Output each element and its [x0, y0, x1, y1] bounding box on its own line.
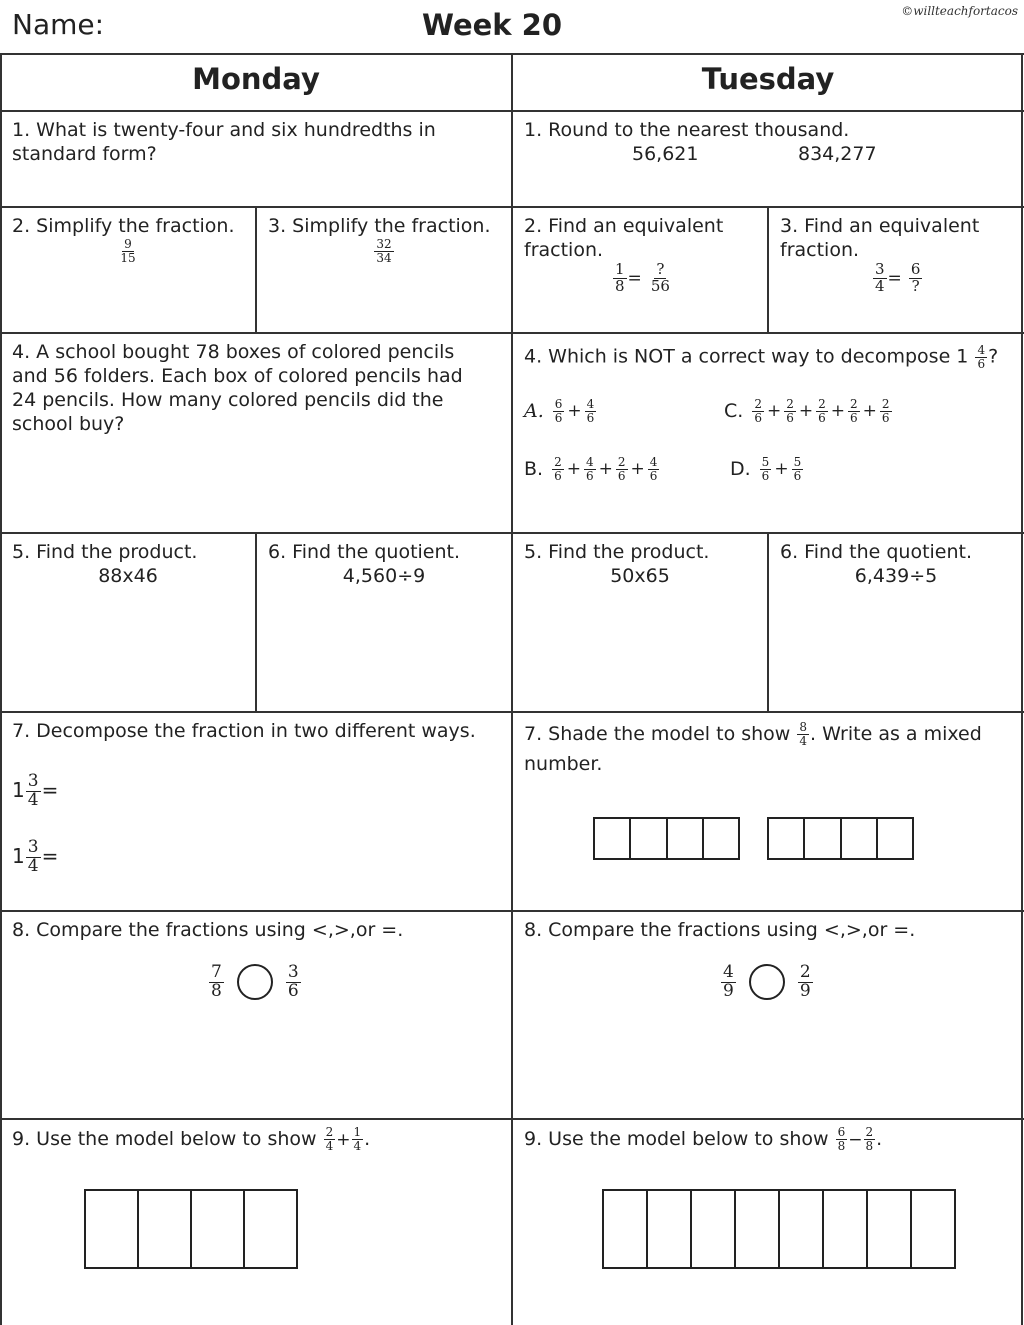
mon-q6: [256, 534, 512, 594]
mon-q5-text: 5. Find the product.: [12, 541, 198, 563]
compare-circle[interactable]: [749, 964, 785, 1000]
plus-sign: +: [566, 459, 581, 480]
tue-q7: 7. Shade the model to show $\frac{8}{4}$ . Write as a mixed number.: [524, 720, 982, 775]
model-segment[interactable]: [769, 819, 805, 858]
plus-sign: +: [766, 401, 782, 422]
model-segment[interactable]: [139, 1191, 192, 1267]
mon-q9: 9. Use the model below to show $\frac{2}{4}$ + $\frac{1}{4}$ .: [12, 1125, 371, 1153]
tue-q3-equation: $\frac{3}{4}$ = $\frac{6}{?}$: [875, 260, 921, 295]
model-segment[interactable]: [86, 1191, 139, 1267]
model-segment[interactable]: [878, 819, 912, 858]
option-label: D.: [730, 457, 751, 480]
option-label: C.: [724, 399, 744, 422]
mon-q7-mixed-1: 1 $\frac{3}{4}$ =: [12, 771, 59, 810]
tue-q7-model-1[interactable]: [593, 817, 740, 860]
option-fraction: $\frac{2}{6}$: [617, 455, 626, 483]
mon-q2-fraction: $\frac{9}{15}$: [120, 237, 136, 265]
tue-q4-question: 4. Which is NOT a correct way to decompose 1 $\frac{4}{6}$ ?: [524, 343, 999, 371]
tue-q7-model-2[interactable]: [767, 817, 914, 860]
model-segment[interactable]: [668, 819, 704, 858]
model-segment[interactable]: [824, 1191, 868, 1267]
model-segment[interactable]: [868, 1191, 912, 1267]
option-fraction: $\frac{5}{6}$: [793, 455, 802, 483]
tue-q4: [512, 334, 1024, 483]
mon-q6-expr: 4,560÷9: [342, 565, 426, 587]
option-label: A.: [524, 399, 544, 422]
tue-q8-compare: $\frac{4}{9}$ $\frac{2}{9}$: [723, 962, 811, 1001]
mon-q5-expr: 88x46: [98, 565, 158, 587]
mon-q6-text: 6. Find the quotient.: [268, 541, 461, 563]
tue-q9-text: 9. Use the model below to show: [524, 1127, 835, 1150]
tue-q1: [512, 112, 1024, 172]
option-fraction: $\frac{6}{6}$: [554, 397, 563, 425]
mon-q5: [0, 534, 256, 594]
model-segment[interactable]: [631, 819, 667, 858]
tue-q9: 9. Use the model below to show $\frac{6}{8}$ − $\frac{2}{8}$ .: [524, 1125, 883, 1153]
model-segment[interactable]: [692, 1191, 736, 1267]
option-fraction: $\frac{5}{6}$: [761, 455, 770, 483]
mon-q7: [0, 713, 512, 876]
tue-q1-number-1: 56,621: [632, 143, 699, 165]
model-segment[interactable]: [736, 1191, 780, 1267]
tue-q5: [512, 534, 768, 594]
tue-q3: [768, 208, 1024, 295]
model-segment[interactable]: [648, 1191, 692, 1267]
option-fraction: $\frac{2}{6}$: [881, 397, 890, 425]
plus-sign: +: [830, 401, 845, 422]
tue-q6: [768, 534, 1024, 594]
plus-sign: +: [862, 401, 877, 422]
option-fraction: $\frac{2}{6}$: [818, 397, 826, 425]
plus-sign: +: [798, 401, 814, 422]
tue-q2-equation: $\frac{1}{8}$ = $\frac{?}{56}$: [615, 260, 670, 295]
option-fraction: $\frac{2}{6}$: [786, 397, 794, 425]
mon-q9-model[interactable]: [84, 1189, 298, 1269]
tue-q3-text: 3. Find an equivalent fraction.: [780, 215, 980, 261]
model-segment[interactable]: [805, 819, 841, 858]
mon-q4: [0, 334, 500, 442]
tue-q5-expr: 50x65: [610, 565, 670, 587]
mon-q3-text: 3. Simplify the fraction.: [268, 215, 491, 237]
credit-mark: ©willteachfortacos: [901, 4, 1018, 18]
model-segment[interactable]: [192, 1191, 245, 1267]
tue-q4-option-a[interactable]: [524, 398, 597, 424]
tue-q1-number-2: 834,277: [798, 143, 877, 165]
tue-q7-text: 7. Shade the model to show: [524, 723, 797, 745]
mon-q7-text: 7. Decompose the fraction in two different ways.: [12, 720, 476, 742]
mon-q8-compare: $\frac{7}{8}$ $\frac{3}{6}$: [211, 962, 299, 1001]
tue-q4-text: 4. Which is NOT a correct way to decompose 1: [524, 345, 975, 368]
tue-q2-text: 2. Find an equivalent fraction.: [524, 215, 724, 261]
model-segment[interactable]: [604, 1191, 648, 1267]
option-fraction: $\frac{4}{6}$: [649, 455, 658, 483]
option-label: B.: [524, 457, 544, 480]
tue-q2: [512, 208, 768, 295]
tue-q4-option-d[interactable]: [730, 456, 804, 482]
model-segment[interactable]: [595, 819, 631, 858]
model-segment[interactable]: [245, 1191, 296, 1267]
plus-sign: +: [598, 459, 613, 480]
model-segment[interactable]: [780, 1191, 824, 1267]
model-segment[interactable]: [842, 819, 878, 858]
mon-q2-text: 2. Simplify the fraction.: [12, 215, 235, 237]
mon-q9-text: 9. Use the model below to show: [12, 1127, 323, 1150]
mon-q8: [0, 912, 512, 1001]
mon-q1-text: 1. What is twenty-four and six hundredths in standard form?: [12, 119, 436, 165]
model-segment[interactable]: [912, 1191, 954, 1267]
tue-q8-text: 8. Compare the fractions using <,>,or =.: [524, 919, 916, 941]
tue-q1-text: 1. Round to the nearest thousand.: [524, 119, 850, 141]
model-segment[interactable]: [704, 819, 738, 858]
mon-q1: [0, 112, 480, 172]
option-fraction: $\frac{4}{6}$: [586, 397, 595, 425]
option-fraction: $\frac{2}{6}$: [754, 397, 762, 425]
tue-q6-text: 6. Find the quotient.: [780, 541, 973, 563]
tue-q4-option-b[interactable]: [524, 456, 660, 482]
tue-q4-option-c[interactable]: [724, 398, 893, 424]
tue-q9-model[interactable]: [602, 1189, 956, 1269]
option-fraction: $\frac{4}{6}$: [585, 455, 594, 483]
option-fraction: $\frac{2}{6}$: [849, 397, 858, 425]
mon-q4-text: 4. A school bought 78 boxes of colored pencils and 56 folders. Each box of colored pencils had 24 pencils. How many colored pencils did the school buy?: [12, 341, 463, 435]
tue-q5-text: 5. Find the product.: [524, 541, 710, 563]
week-title: Week 20: [421, 8, 563, 42]
mon-q8-text: 8. Compare the fractions using <,>,or =.: [12, 919, 404, 941]
monday-heading: Monday: [192, 62, 320, 96]
plus-sign: +: [630, 459, 645, 480]
plus-sign: +: [567, 401, 582, 422]
mon-q3: [256, 208, 512, 270]
tue-q6-expr: 6,439÷5: [854, 565, 938, 587]
tue-q8: [512, 912, 1024, 1001]
mon-q7-mixed-2: 1 $\frac{3}{4}$ =: [12, 837, 59, 876]
mon-q2: [0, 208, 256, 270]
mon-q3-fraction: $\frac{32}{34}$: [376, 237, 392, 265]
tuesday-heading: Tuesday: [701, 62, 835, 96]
name-label: Name:: [12, 8, 105, 41]
compare-circle[interactable]: [237, 964, 273, 1000]
plus-sign: +: [774, 459, 789, 480]
option-fraction: $\frac{2}{6}$: [554, 455, 562, 483]
